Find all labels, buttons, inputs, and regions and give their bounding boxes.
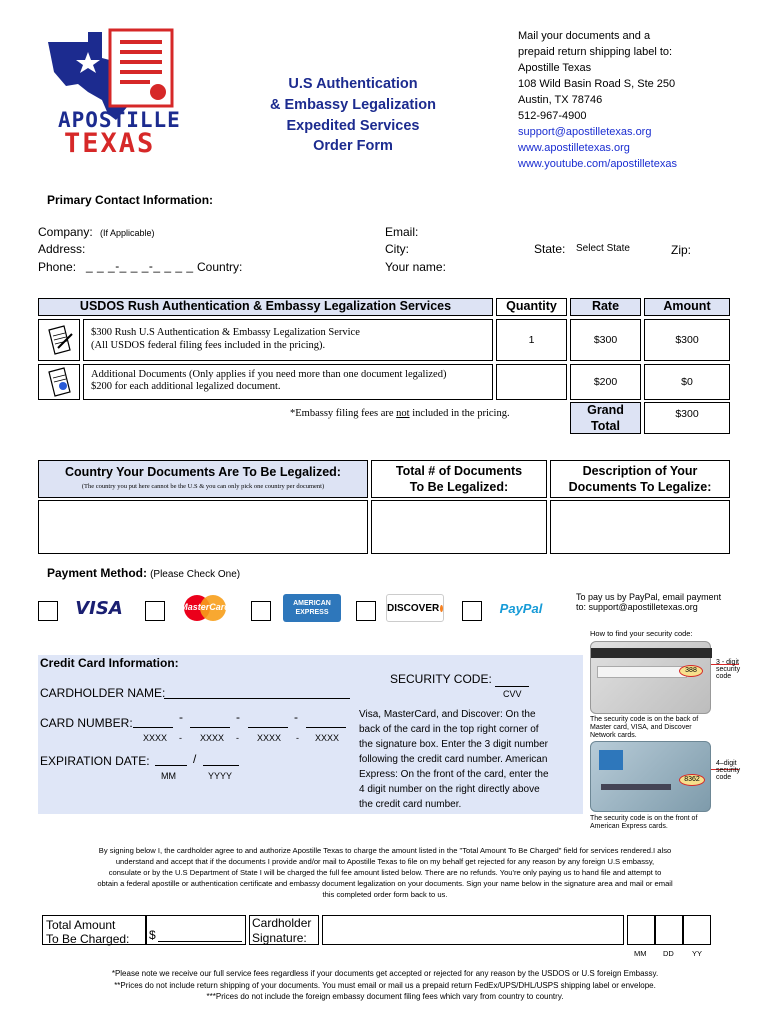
cvv3-highlight: 388 bbox=[679, 665, 703, 677]
xxxx-hint-2: XXXX bbox=[200, 733, 225, 743]
payment-heading-text: Payment Method: bbox=[47, 566, 148, 580]
mail-email-link[interactable]: support@apostilletexas.org bbox=[518, 126, 652, 138]
security-code-input[interactable] bbox=[495, 686, 529, 687]
document-pen-icon bbox=[46, 324, 74, 356]
sign-month-input[interactable] bbox=[627, 915, 655, 945]
card-number-part2[interactable] bbox=[190, 727, 230, 728]
security-info-1: Visa, MasterCard, and Discover: On the bbox=[359, 709, 536, 720]
security-code-label: SECURITY CODE: bbox=[390, 672, 492, 686]
card-number-strip-icon bbox=[601, 784, 671, 790]
expiration-year-input[interactable] bbox=[203, 765, 239, 766]
title-line-1: U.S Authentication bbox=[288, 76, 418, 92]
total-docs-header-2: To Be Legalized: bbox=[409, 480, 509, 494]
address-label: Address: bbox=[38, 242, 86, 256]
country-note: (The country you put here cannot be the U.S & you can only pick one country per document) bbox=[81, 483, 325, 490]
security-info-2: back of the card in the top right corner of bbox=[359, 724, 539, 735]
security-info-4: following the credit card number. American bbox=[359, 754, 548, 765]
signature-label-2: Signature: bbox=[252, 931, 307, 945]
amex-logo-line2: EXPRESS bbox=[295, 609, 329, 616]
hint-dash-1: - bbox=[179, 733, 182, 743]
phone-input[interactable]: _ _ _-_ _ _-_ _ _ _ bbox=[86, 259, 194, 273]
embassy-note-post: included in the pricing. bbox=[409, 408, 510, 419]
four-digit-label bbox=[716, 760, 740, 781]
amex-logo-line1: AMERICAN bbox=[293, 600, 331, 607]
card-back-caption-1: The security code is on the back of bbox=[590, 716, 699, 723]
signature-label-1: Cardholder bbox=[252, 916, 312, 930]
three-digit-label bbox=[716, 659, 740, 680]
service-row1-line1: $300 Rush U.S Authentication & Embassy Legalization Service bbox=[91, 327, 360, 338]
phone-label: Phone: bbox=[38, 260, 77, 274]
state-label: State: bbox=[534, 242, 566, 256]
card-number-part1[interactable] bbox=[133, 727, 173, 728]
footer-note-3: ***Prices do not include the foreign embassy document filing fees which vary from country to country. bbox=[206, 992, 564, 1001]
amex-logo-icon bbox=[283, 594, 341, 622]
paypal-logo-icon: PayPal bbox=[492, 594, 550, 622]
security-info-7: the credit card number. bbox=[359, 799, 462, 810]
signature-input[interactable] bbox=[322, 915, 624, 945]
description-input[interactable] bbox=[550, 500, 730, 554]
company-note: (If Applicable) bbox=[100, 228, 155, 238]
title-line-2: & Embassy Legalization bbox=[270, 97, 436, 113]
card-number-part4[interactable] bbox=[306, 727, 346, 728]
card-back-image bbox=[590, 641, 711, 714]
country-header: Country Your Documents Are To Be Legalized: bbox=[65, 465, 341, 479]
company-label: Company: bbox=[38, 225, 93, 239]
amex-card-caption bbox=[590, 815, 697, 831]
authorization-text bbox=[20, 845, 750, 900]
card-back-caption-2: Master card, VISA, and Discover bbox=[590, 724, 692, 731]
row1-rate: $300 bbox=[593, 334, 618, 346]
quantity-column-header: Quantity bbox=[506, 299, 557, 313]
country-label: Country: bbox=[197, 260, 243, 274]
mm-hint: MM bbox=[161, 771, 176, 781]
mail-line-2: prepaid return shipping label to: bbox=[518, 46, 673, 58]
total-charged-input[interactable] bbox=[158, 941, 242, 942]
title-line-4: Order Form bbox=[313, 138, 393, 154]
yyyy-hint: YYYY bbox=[208, 771, 233, 781]
mail-line-3: Apostille Texas bbox=[518, 62, 592, 74]
embassy-note-pre: *Embassy filing fees are bbox=[290, 408, 397, 419]
auth-line-4: obtain a federal apostille or authentication certificate and embassy document legalization on your documents. Sign your name below in the signature area and mail or email bbox=[97, 879, 673, 888]
mail-youtube-link[interactable]: www.youtube.com/apostilletexas bbox=[518, 158, 677, 170]
embassy-fees-note bbox=[290, 408, 510, 419]
row1-quantity[interactable]: 1 bbox=[528, 334, 535, 346]
amex-caption-1: The security code is on the front of bbox=[590, 815, 698, 822]
footer-note-1: *Please note we receive our full service fees regardless if your documents get accepted or rejected for any reason by the USDOS or U.S foreign Embassy. bbox=[111, 969, 659, 978]
card-back-caption-3: Network cards. bbox=[590, 732, 637, 739]
total-docs-header-1: Total # of Documents bbox=[395, 464, 523, 478]
description-header-1: Description of Your bbox=[582, 464, 698, 478]
discover-logo-icon bbox=[386, 594, 444, 622]
payment-heading-note: (Please Check One) bbox=[150, 569, 241, 580]
cardholder-name-input[interactable] bbox=[164, 698, 350, 699]
four-digit-1: 4–digit bbox=[716, 760, 737, 767]
sign-day-input[interactable] bbox=[655, 915, 683, 945]
dash-1: - bbox=[179, 710, 183, 724]
cvv4-highlight: 8362 bbox=[679, 774, 705, 786]
security-info-6: 4 digit number on the right directly above bbox=[359, 784, 540, 795]
amex-checkbox[interactable] bbox=[251, 601, 271, 621]
discover-checkbox[interactable] bbox=[356, 601, 376, 621]
xxxx-hint-3: XXXX bbox=[257, 733, 282, 743]
auth-line-1: By signing below I, the cardholder agree to and authorize Apostille Texas to charge the amount listed in the "Total Amount To Be Charged" field for services rendered.I also bbox=[98, 846, 672, 855]
three-digit-1: 3 - digit bbox=[716, 659, 739, 666]
total-docs-input[interactable] bbox=[371, 500, 547, 554]
service-row2-line2: $200 for each additional legalized document. bbox=[91, 381, 281, 392]
mail-website-link[interactable]: www.apostilletexas.org bbox=[518, 142, 630, 154]
email-label: Email: bbox=[385, 225, 419, 239]
amex-mini-logo-icon bbox=[599, 750, 623, 770]
dash-3: - bbox=[294, 710, 298, 724]
document-stamp-icon bbox=[46, 366, 74, 398]
your-name-label: Your name: bbox=[385, 260, 446, 274]
auth-line-3: consulate or by the U.S Department of State I will be charged the full fee amount listed below. There are no refunds. You're only paying us to hand file and attempt to bbox=[108, 868, 662, 877]
card-back-caption bbox=[590, 716, 698, 740]
mastercard-checkbox[interactable] bbox=[145, 601, 165, 621]
logo-line2: TEXAS bbox=[64, 128, 156, 159]
expiration-label: EXPIRATION DATE: bbox=[40, 754, 150, 768]
sign-mm-hint: MM bbox=[634, 949, 647, 958]
cardholder-name-label: CARDHOLDER NAME: bbox=[40, 686, 166, 700]
footer-note-2: **Prices do not include return shipping of your documents. You must email or mail us a prepaid return FedEx/UPS/DHL/USPS shipping label or envelope. bbox=[114, 980, 656, 990]
expiration-month-input[interactable] bbox=[155, 765, 187, 766]
logo-line1: APOSTILLE bbox=[58, 108, 181, 132]
four-digit-3: code bbox=[716, 774, 732, 781]
amex-card-front-image bbox=[590, 741, 711, 812]
xxxx-hint-1: XXXX bbox=[143, 733, 168, 743]
discover-dot-icon bbox=[440, 605, 443, 612]
amex-caption-2: American Express cards. bbox=[590, 823, 668, 830]
mastercard-logo-text: MasterCard bbox=[180, 602, 230, 612]
cvv-hint: CVV bbox=[503, 689, 522, 699]
visa-checkbox[interactable] bbox=[38, 601, 58, 621]
row2-rate: $200 bbox=[593, 376, 618, 388]
expiration-slash: / bbox=[193, 752, 197, 766]
paypal-checkbox[interactable] bbox=[462, 601, 482, 621]
description-header-2: Documents To Legalize: bbox=[568, 480, 712, 494]
sign-year-input[interactable] bbox=[683, 915, 711, 945]
dash-2: - bbox=[236, 710, 240, 724]
three-digit-2: security bbox=[716, 666, 741, 673]
signature-strip-icon bbox=[597, 666, 687, 678]
hint-dash-2: - bbox=[236, 733, 239, 743]
four-digit-2: security bbox=[716, 767, 741, 774]
rate-column-header: Rate bbox=[591, 299, 620, 313]
row2-amount: $0 bbox=[681, 376, 693, 388]
mail-line-4: 108 Wild Basin Road S, Ste 250 bbox=[518, 78, 676, 90]
discover-logo-text: DISCOVER bbox=[387, 602, 440, 614]
grand-total-amount: $300 bbox=[675, 408, 699, 420]
service-column-header: USDOS Rush Authentication & Embassy Legalization Services bbox=[79, 299, 452, 313]
row1-amount: $300 bbox=[675, 334, 699, 346]
card-number-label: CARD NUMBER: bbox=[40, 716, 133, 730]
footer-notes bbox=[20, 968, 750, 1003]
service-row1-line2: (All USDOS federal filing fees included in the pricing). bbox=[91, 340, 326, 351]
xxxx-hint-4: XXXX bbox=[315, 733, 340, 743]
sign-dd-hint: DD bbox=[663, 949, 674, 958]
mastercard-logo-icon bbox=[177, 594, 233, 622]
card-number-part3[interactable] bbox=[248, 727, 288, 728]
mail-line-1: Mail your documents and a bbox=[518, 30, 651, 42]
security-help-heading: How to find your security code: bbox=[590, 629, 693, 638]
grand-label: Grand bbox=[587, 403, 624, 417]
visa-logo-icon: VISA bbox=[70, 594, 128, 622]
state-select[interactable]: Select State bbox=[576, 243, 630, 254]
payment-method-heading bbox=[47, 566, 240, 580]
dollar-sign: $ bbox=[149, 928, 156, 942]
total-charged-label-2: To Be Charged: bbox=[46, 932, 130, 946]
total-label: Total bbox=[591, 419, 620, 433]
amount-column-header: Amount bbox=[663, 299, 711, 313]
sign-yy-hint: YY bbox=[692, 949, 703, 958]
logo bbox=[40, 24, 190, 159]
hint-dash-3: - bbox=[296, 733, 299, 743]
auth-line-5: this completed order form back to us. bbox=[322, 890, 448, 899]
magnetic-stripe-icon bbox=[591, 648, 712, 658]
contact-heading: Primary Contact Information: bbox=[47, 193, 214, 207]
credit-card-heading: Credit Card Information: bbox=[40, 656, 179, 670]
country-input[interactable] bbox=[38, 500, 368, 554]
embassy-note-not: not bbox=[396, 408, 410, 419]
three-digit-3: code bbox=[716, 673, 732, 680]
mail-line-5: Austin, TX 78746 bbox=[518, 94, 603, 106]
paypal-instruction-1: To pay us by PayPal, email payment bbox=[576, 592, 722, 602]
zip-label: Zip: bbox=[671, 243, 692, 257]
auth-line-2: understand and accept that if the documents I provide and/or mail to Apostille Texas to file on my behalf get rejected for any reason by any foreign U.S embassy, bbox=[115, 857, 655, 866]
paypal-instruction-2: to: support@apostilletexas.org bbox=[576, 602, 698, 612]
title-line-3: Expedited Services bbox=[286, 118, 420, 134]
security-info-3: the signature box. Enter the 3 digit number bbox=[359, 739, 549, 750]
service-row2-line1: Additional Documents (Only applies if you need more than one document legalized) bbox=[91, 369, 447, 380]
mail-phone: 512-967-4900 bbox=[518, 110, 587, 122]
total-charged-label-1: Total Amount bbox=[46, 918, 116, 932]
security-info-5: Express: On the front of the card, enter the bbox=[359, 769, 549, 780]
city-label: City: bbox=[385, 242, 409, 256]
